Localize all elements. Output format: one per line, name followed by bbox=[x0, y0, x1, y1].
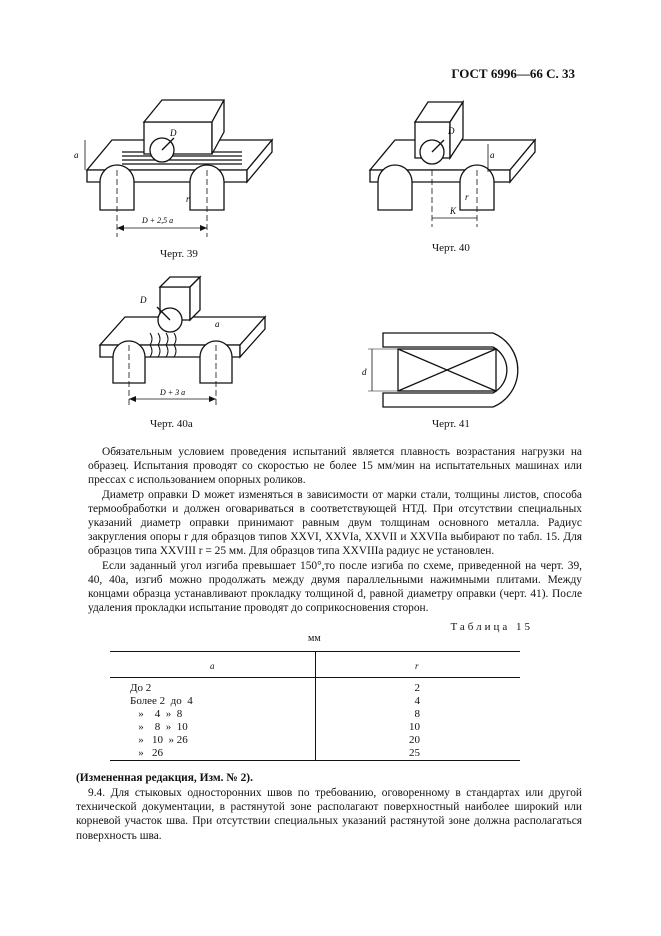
table-cell-r: 2 bbox=[414, 682, 420, 694]
table-row bbox=[110, 721, 520, 734]
table-cell-a: » 26 bbox=[130, 747, 163, 759]
table-title: Таблица 15 bbox=[450, 621, 533, 633]
figure-40a-drawing bbox=[95, 275, 275, 410]
table-cell-r: 8 bbox=[414, 708, 420, 720]
table-cell-a: » 8 » 10 bbox=[130, 721, 188, 733]
figure-40-label-r: r bbox=[465, 192, 469, 202]
figure-40a-label-a: a bbox=[215, 319, 220, 329]
table-header-rule bbox=[110, 677, 520, 678]
figure-41-caption: Черт. 41 bbox=[432, 418, 470, 430]
figure-40-drawing bbox=[360, 92, 560, 232]
table-bottom-rule bbox=[110, 760, 520, 761]
section-9-4-text: 9.4. Для стыковых односторонних швов по требованию, оговоренному в стандартах или другой технической документации, в растянутой зоне располагают поверхностный наиболее широкий или корневой участок шва. При отсутствии специальных указаний растянутой зоне должна располагаться поверхность шва. bbox=[76, 787, 582, 842]
table-cell-r: 10 bbox=[409, 721, 420, 733]
figure-39-label-r: r bbox=[186, 194, 190, 204]
figure-40 bbox=[360, 92, 560, 232]
figure-40-caption: Черт. 40 bbox=[432, 242, 470, 254]
table-row bbox=[110, 708, 520, 721]
figure-41 bbox=[358, 325, 548, 415]
figure-39-label-a: a bbox=[74, 150, 79, 160]
paragraph-3: Если заданный угол изгиба превышает 150°,то после изгиба по схеме, приведенной на черт. 39, 40, 40а, изгиб можно продолжать между двумя параллельными нажимными плитами. Между концами образца устанавливают прокладку толщиной d, равной диаметру оправки (черт. 41). После удаления прокладки испытание проводят до соприкосновения сторон. bbox=[88, 559, 582, 615]
figure-39-label-d: D bbox=[170, 128, 177, 138]
section-9-4 bbox=[76, 786, 582, 843]
figure-39-label-span: D + 2,5 a bbox=[142, 216, 174, 225]
table-header-r: r bbox=[415, 661, 419, 671]
table-cell-r: 25 bbox=[409, 747, 420, 759]
figure-40-label-d: D bbox=[448, 126, 455, 136]
paragraph-1: Обязательным условием проведения испытаний является плавность возрастания нагрузки на образец. Испытания проводят со скоростью не более 15 мм/мин на испытательных машинах или прессах с использованием опорных роликов. bbox=[88, 446, 582, 487]
figure-39-drawing bbox=[74, 92, 282, 242]
body-text bbox=[88, 445, 582, 615]
table-cell-a: » 10 » 26 bbox=[130, 734, 188, 746]
page-header: ГОСТ 6996—66 С. 33 bbox=[451, 66, 575, 81]
amendment-note: (Измененная редакция, Изм. № 2). bbox=[76, 772, 253, 784]
table-cell-a: Более 2 до 4 bbox=[130, 695, 193, 707]
figure-41-label-d: d bbox=[362, 367, 367, 377]
table-cell-r: 20 bbox=[409, 734, 420, 746]
table-cell-r: 4 bbox=[414, 695, 420, 707]
table-cell-a: » 4 » 8 bbox=[130, 708, 183, 720]
figure-39 bbox=[74, 92, 282, 242]
figure-40a-label-d: D bbox=[140, 295, 147, 305]
figure-41-drawing bbox=[358, 325, 548, 415]
figure-40a bbox=[95, 275, 275, 410]
figure-40-label-a: a bbox=[490, 150, 495, 160]
table-row bbox=[110, 734, 520, 747]
figure-39-caption: Черт. 39 bbox=[160, 248, 198, 260]
figure-40a-label-span: D + 3 a bbox=[160, 388, 186, 397]
figure-40-label-k: K bbox=[450, 206, 457, 216]
table-row bbox=[110, 695, 520, 708]
table-cell-a: До 2 bbox=[130, 682, 152, 694]
paragraph-2: Диаметр оправки D может изменяться в зависимости от марки стали, толщины листов, способа термообработки и должен оговариваться в соответствующей НТД. При отсутствии специальных указаний диаметр оправки принимают равным двум толщинам основного металла. Радиус закругления опоры r для образцов типов XXVI, XXVIа, XXVII и XXVIIа выбирают по табл. 15. Для образцов типа XXVIII r = 25 мм. Для образцов типа XXVIIIа радиус не установлен. bbox=[88, 488, 582, 558]
table-row bbox=[110, 682, 520, 695]
table-row bbox=[110, 747, 520, 760]
table-unit: мм bbox=[308, 633, 321, 644]
figure-40a-caption: Черт. 40а bbox=[150, 418, 193, 430]
table-header-a: a bbox=[210, 661, 215, 671]
